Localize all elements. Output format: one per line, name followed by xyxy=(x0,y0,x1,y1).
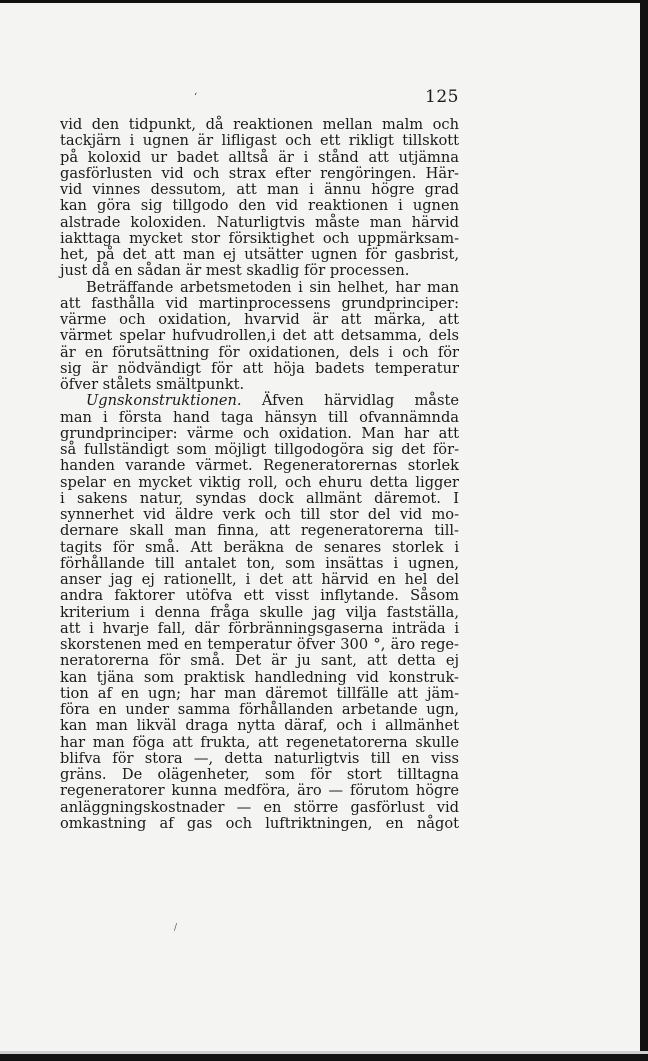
body-text xyxy=(60,117,459,832)
text-line: på koloxid ur badet alltså är i stånd att utjämna xyxy=(60,148,459,166)
text-line: grundprinciper: värme och oxidation. Man har att xyxy=(60,424,459,442)
text-line: vid vinnes dessutom, att man i ännu högre grad xyxy=(60,181,459,198)
text-line: i sakens natur, syndas dock allmänt däremot. I xyxy=(60,489,459,507)
scan-right-border xyxy=(640,0,648,1061)
text-line: alstrade koloxiden. Naturligtvis måste man härvid xyxy=(60,213,459,231)
text-line: man i första hand taga hänsyn till ofvannämnda xyxy=(60,408,459,426)
text-line: anläggningskostnader — en större gasförlust vid xyxy=(60,798,459,816)
text-line: kan tjäna som praktisk handledning vid konstruk- xyxy=(60,668,459,686)
text-line: att i hvarje fall, där förbränningsgaserna inträda i xyxy=(60,619,459,637)
scan-bottom-border xyxy=(0,1054,648,1061)
text-line: kriterium i denna fråga skulle jag vilja fastställa, xyxy=(60,603,459,621)
text-line: gräns. De olägenheter, som för stort tilltagna xyxy=(60,766,459,783)
text-line: förhållande till antalet ton, som insättas i ugnen, xyxy=(60,554,459,572)
text-line: värme och oxidation, hvarvid är att märka, att xyxy=(60,311,459,328)
text-line: tackjärn i ugnen är lifligast och ett rikligt tillskott xyxy=(60,132,459,150)
page-number: 125 xyxy=(425,87,459,107)
text-line: tion af en ugn; har man däremot tillfälle att jäm- xyxy=(60,684,459,702)
text-line: föra en under samma förhållanden arbetande ugn, xyxy=(60,701,459,718)
text-line: dernare skall man finna, att regeneratorerna till- xyxy=(60,522,459,540)
text-line: tagits för små. Att beräkna de senares storlek i xyxy=(60,538,459,556)
text-line: het, på det att man ej utsätter ugnen för gasbrist, xyxy=(60,246,459,263)
section-heading: Ugnskonstruktionen. xyxy=(86,392,242,410)
text-line: värmet spelar hufvudrollen,i det att detsamma, dels xyxy=(60,327,459,345)
text-line: omkastning af gas och luftriktningen, en något xyxy=(60,814,459,832)
text-line: anser jag ej rationellt, i det att härvid en hel del xyxy=(60,571,459,588)
text-line: iakttaga mycket stor försiktighet och uppmärksam- xyxy=(60,229,459,247)
text-line: spelar en mycket viktig roll, och ehuru detta ligger xyxy=(60,473,459,491)
text-line: regeneratorer kunna medföra, äro — förutom högre xyxy=(60,782,459,800)
text-line: blifva för stora —, detta naturligtvis till en viss xyxy=(60,749,459,767)
text-line: synnerhet vid äldre verk och till stor del vid mo- xyxy=(60,506,459,523)
scan-top-border xyxy=(0,0,648,3)
text-line: kan man likväl draga nytta däraf, och i allmänhet xyxy=(60,717,459,735)
text-line: öfver stålets smältpunkt. xyxy=(60,376,245,393)
text-line: skorstenen med en temperatur öfver 300 °, äro rege- xyxy=(60,636,459,653)
text-line: just då en sådan är mest skadlig för processen. xyxy=(60,262,410,280)
text-line: så fullständigt som möjligt tillgodogöra sig det för- xyxy=(60,441,459,458)
text-line: handen varande värmet. Regeneratorernas storlek xyxy=(60,457,459,475)
text-line: har man föga att frukta, att regenetatorerna skulle xyxy=(60,733,459,751)
paragraph-start-line: Beträffande arbetsmetoden i sin helhet, har man xyxy=(86,278,459,296)
text-line: är en förutsättning för oxidationen, dels i och för xyxy=(60,343,459,361)
text-line: andra faktorer utöfva ett visst inflytande. Såsom xyxy=(60,587,459,605)
text-line: kan göra sig tillgodo den vid reaktionen i ugnen xyxy=(60,197,459,215)
text-line: att fasthålla vid martinprocessens grundprinciper: xyxy=(60,294,459,312)
text-line: vid den tidpunkt, då reaktionen mellan malm och xyxy=(60,116,459,133)
top-mark: ‘ xyxy=(194,92,198,103)
text-line: gasförlusten vid och strax efter rengöringen. Här- xyxy=(60,164,459,182)
text-line: sig är nödvändigt för att höja badets temperatur xyxy=(60,359,459,377)
bottom-mark: / xyxy=(174,923,178,933)
text-line: neratorerna för små. Det är ju sant, att detta ej xyxy=(60,652,459,670)
section-heading-tail: Äfven härvidlag måste xyxy=(261,392,459,410)
section-heading-line xyxy=(60,393,459,409)
